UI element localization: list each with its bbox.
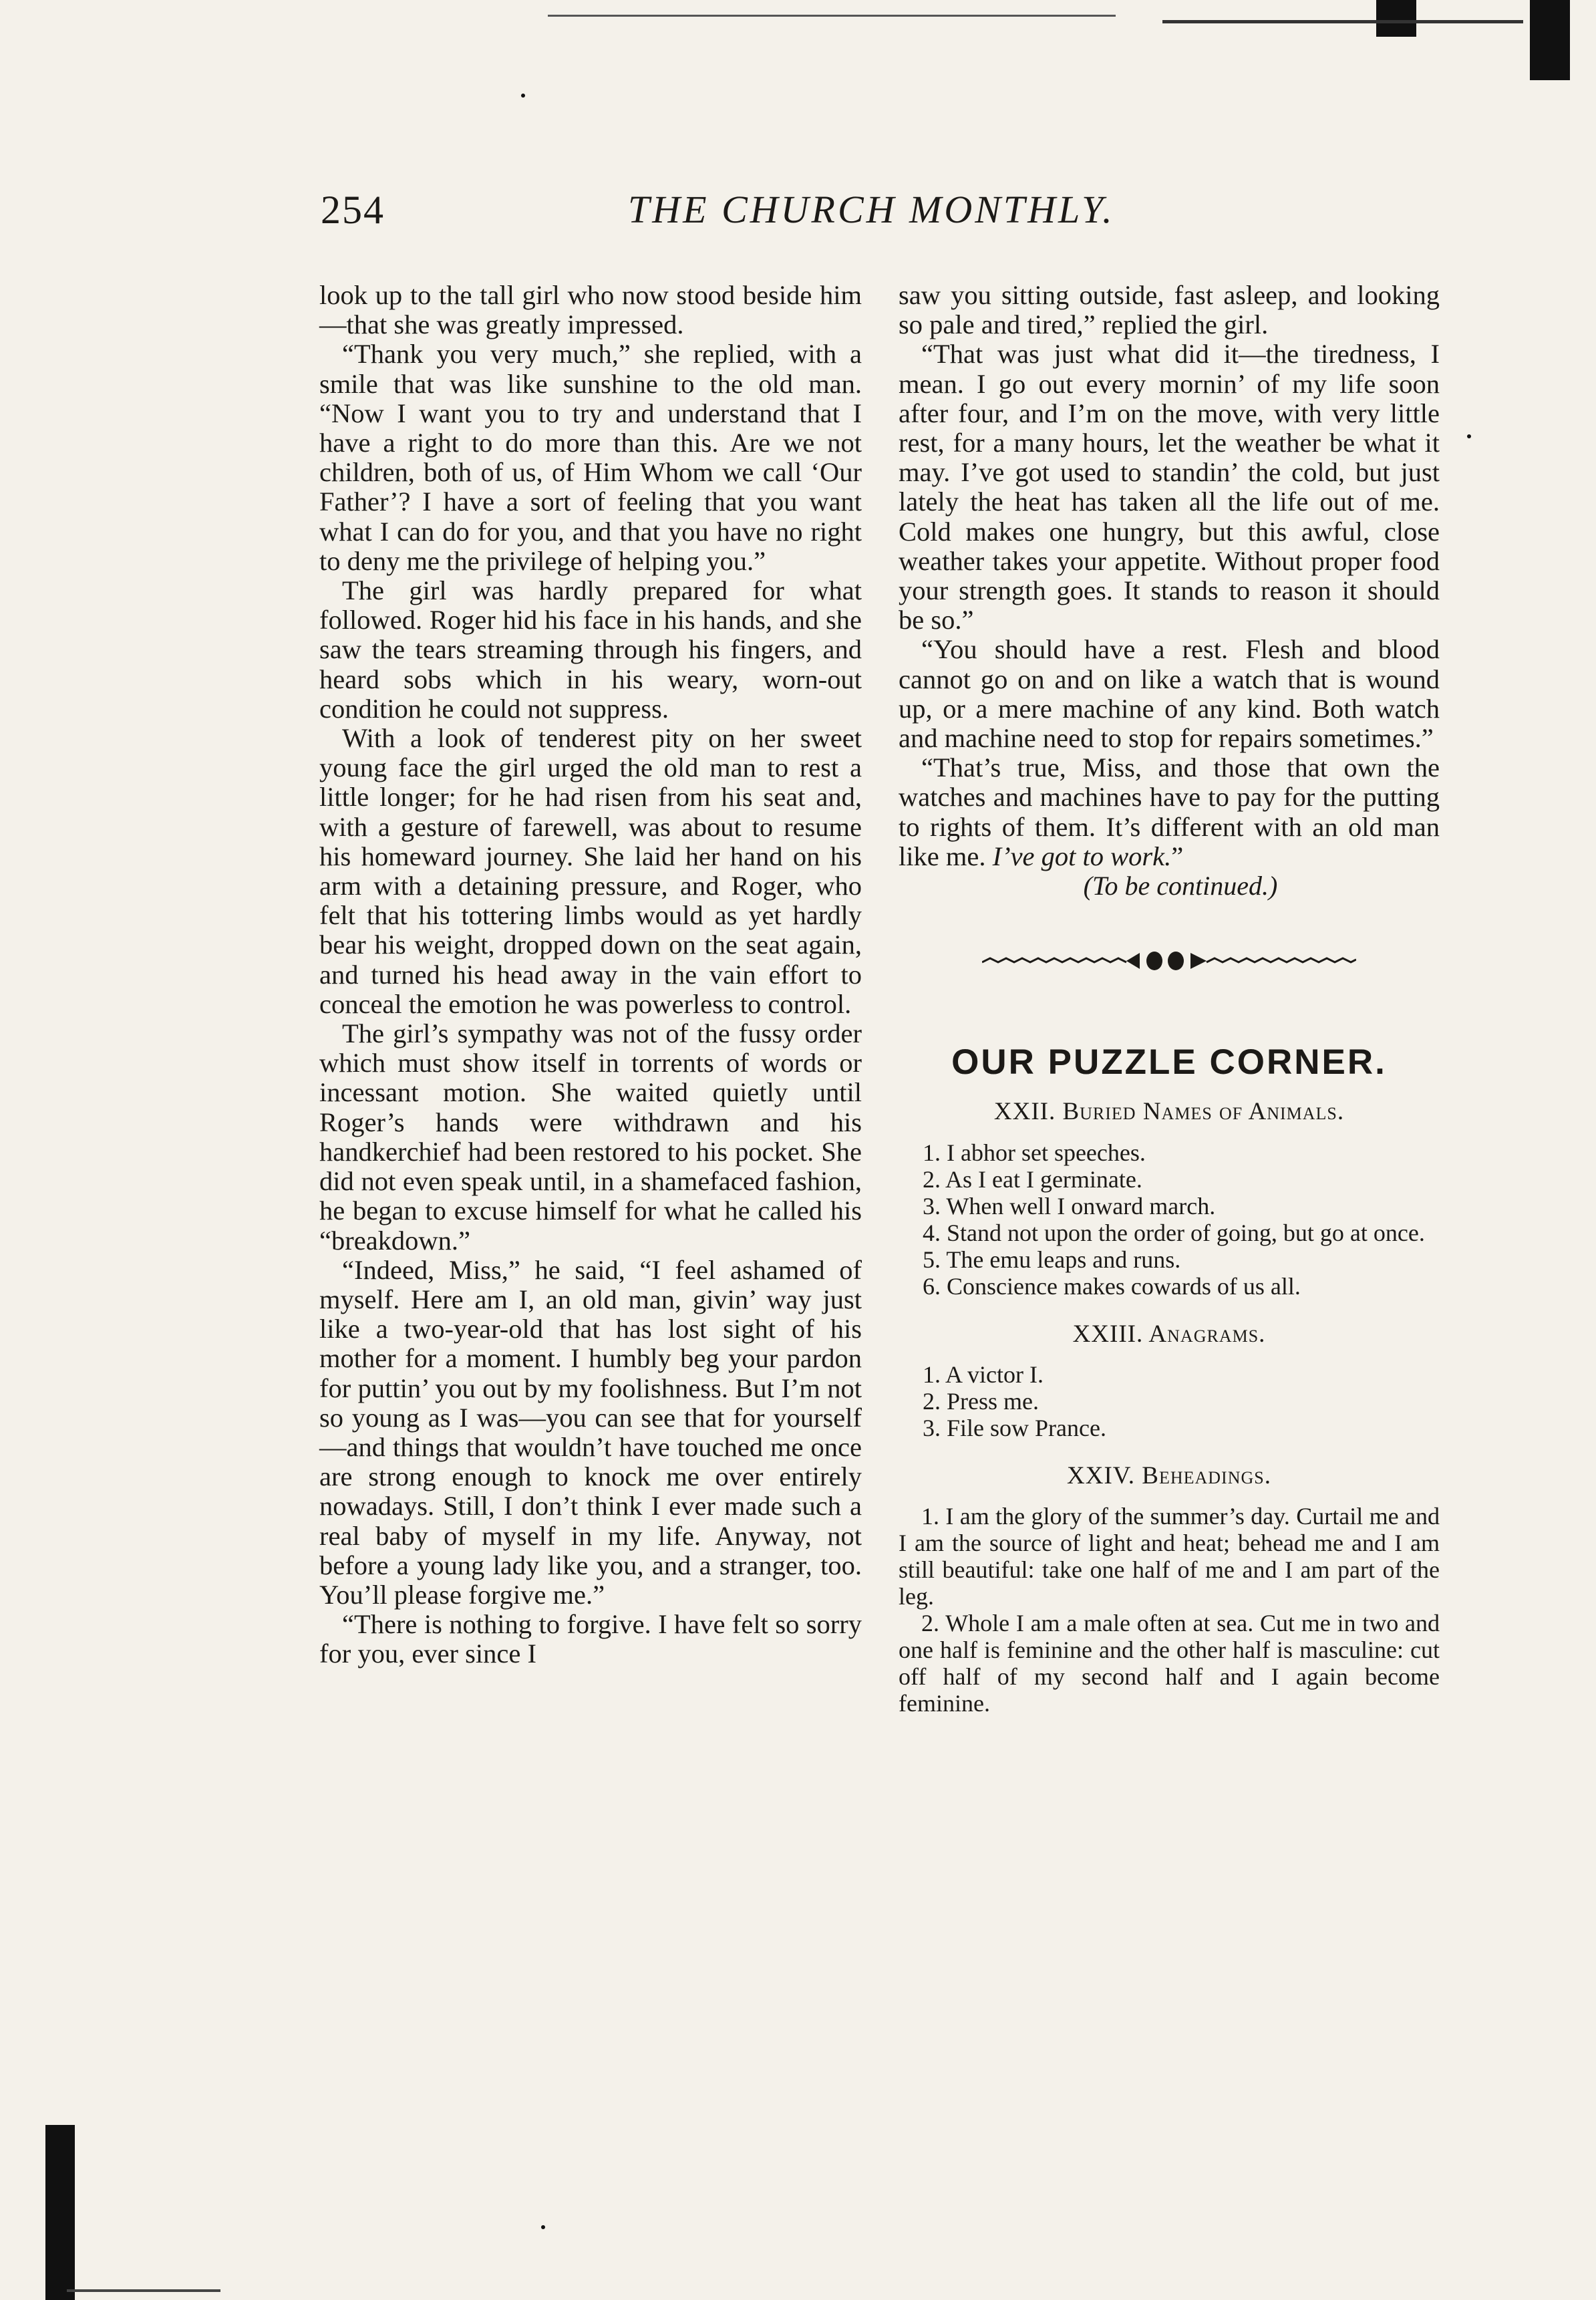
puzzle-item: 2. Press me.: [923, 1387, 1039, 1415]
puzzle-item: 3. When well I onward march.: [923, 1192, 1216, 1219]
story-paragraph: [899, 753, 1440, 871]
puzzle-item: 2. As I eat I germinate.: [923, 1165, 1142, 1193]
story-paragraph: The girl was hardly prepared for what followed. Roger hid his face in his hands, and she saw the tears streaming through his fingers, and heard sobs which in his weary, worn-out condition he could not suppress.: [319, 575, 862, 724]
puzzle-item: 6. Conscience makes cowards of us all.: [923, 1272, 1301, 1300]
story-paragraph: “Thank you very much,” she replied, with a smile that was like sunshine to the old man. “Now I want you to try and understand that I have a right to do more than this. Are we not children, both of us, of Him Whom we call ‘Our Father’? I have a sort of feeling that you want what I can do for you, and that you have no right to deny me the privilege of helping you.”: [319, 339, 862, 576]
to-be-continued: (To be continued.): [1083, 871, 1278, 901]
puzzle-item: 3. File sow Prance.: [923, 1414, 1106, 1441]
puzzle-item: 5. The emu leaps and runs.: [923, 1246, 1181, 1273]
story-paragraph-italic: I’ve got to work.: [992, 841, 1172, 871]
puzzle-item: 1. I abhor set speeches.: [923, 1139, 1146, 1166]
puzzle-item: 1. A victor I.: [923, 1360, 1044, 1388]
scan-edge-bar-top-right: [1376, 0, 1416, 37]
ornament-divider: [982, 948, 1356, 974]
puzzle-list-anagrams: [899, 1361, 1440, 1441]
page-number: 254: [321, 188, 385, 232]
story-paragraph: saw you sitting outside, fast asleep, and looking so pale and tired,” replied the girl.: [899, 280, 1440, 340]
puzzle-heading-beheadings: XXIV. Beheadings.: [1067, 1461, 1271, 1489]
scan-edge-bar-bottom-left: [45, 2125, 75, 2300]
story-paragraph: The girl’s sympathy was not of the fussy order which must show itself in torrents of words or incessant motion. She waited quietly until Roger’s hands were withdrawn and his handkerchief had been restored to his pocket. She did not even speak until, in a shamefaced fashion, he began to excuse himself for what he called his “breakdown.”: [319, 1018, 862, 1256]
story-paragraph: “Indeed, Miss,” he said, “I feel ashamed of myself. Here am I, an old man, givin’ way just like a two-year-old that has lost sight of his mother for a moment. I humbly beg your pardon for puttin’ you out by my foolishness. But I’m not so young as I was—you can see that for yourself—and things that wouldn’t have touched me once are strong enough to knock me over entirely nowadays. Still, I don’t think I ever made such a real baby of myself in my life. Anyway, not before a young lady like you, and a stranger, too. You’ll please forgive me.”: [319, 1254, 862, 1610]
story-paragraph-text: “That’s true, Miss, and those that own the watches and machines have to pay for the putting to rights of them. It’s different with an old man like me.: [899, 752, 1440, 871]
scan-dot: [1467, 434, 1471, 438]
story-paragraph: “That was just what did it—the tiredness, I mean. I go out every mornin’ of my life soon after four, and I’m on the move, with very little rest, for a many hours, let the weather be what it may. I’ve got used to standin’ the cold, but just lately the heat has taken all the life out of me. Cold makes one hungry, but this awful, close weather takes your appetite. Without proper food your strength goes. It stands to reason it should be so.”: [899, 339, 1440, 635]
story-column-left: [319, 281, 862, 1669]
story-column-right: [899, 281, 1440, 1717]
story-paragraph: “You should have a rest. Flesh and blood cannot go on and on like a watch that is wound up, or a mere machine of any kind. Both watch and machine need to stop for repairs sometimes.”: [899, 634, 1440, 754]
story-paragraph: look up to the tall girl who now stood beside him—that she was greatly impressed.: [319, 280, 862, 340]
puzzle-heading-buried-names: XXII. Buried Names of Animals.: [993, 1098, 1345, 1126]
puzzle-item: 4. Stand not upon the order of going, but go at once.: [923, 1219, 1425, 1246]
puzzle-item: 1. I am the glory of the summer’s day. Curtail me and I am the source of light and heat; behead me and I am still beautiful: take one half of me and I am part of the leg.: [899, 1503, 1440, 1610]
scan-rule-top: [548, 15, 1116, 17]
page-header: [321, 187, 1450, 247]
running-title: THE CHURCH MONTHLY.: [628, 188, 1115, 231]
puzzle-item: 2. Whole I am a male often at sea. Cut me in two and one half is feminine and the other half is masculine: cut off half of my second half and I again become feminine.: [899, 1610, 1440, 1717]
puzzle-heading-anagrams: XXIII. Anagrams.: [1072, 1320, 1266, 1348]
scan-edge-block-top-right: [1530, 0, 1570, 80]
closing-quote: ”: [1171, 841, 1184, 871]
scan-rule-top-right: [1162, 20, 1523, 23]
scan-edge-line-bottom-left: [67, 2289, 220, 2292]
puzzle-corner-title: OUR PUZZLE CORNER.: [951, 1042, 1387, 1083]
story-paragraph: With a look of tenderest pity on her sweet young face the girl urged the old man to rest a little longer; for he had risen from his seat and, with a gesture of farewell, was about to resume his homeward journey. She laid her hand on his arm with a detaining pressure, and Roger, who felt that his tottering limbs would as yet hardly bear his weight, dropped down on the seat again, and turned his head away in the vain effort to conceal the emotion he was powerless to control.: [319, 723, 862, 1019]
puzzle-list-buried-names: [899, 1139, 1440, 1300]
story-paragraph: “There is nothing to forgive. I have felt so sorry for you, ever since I: [319, 1609, 862, 1669]
scan-dot: [541, 2225, 545, 2229]
scan-dot: [521, 94, 525, 98]
